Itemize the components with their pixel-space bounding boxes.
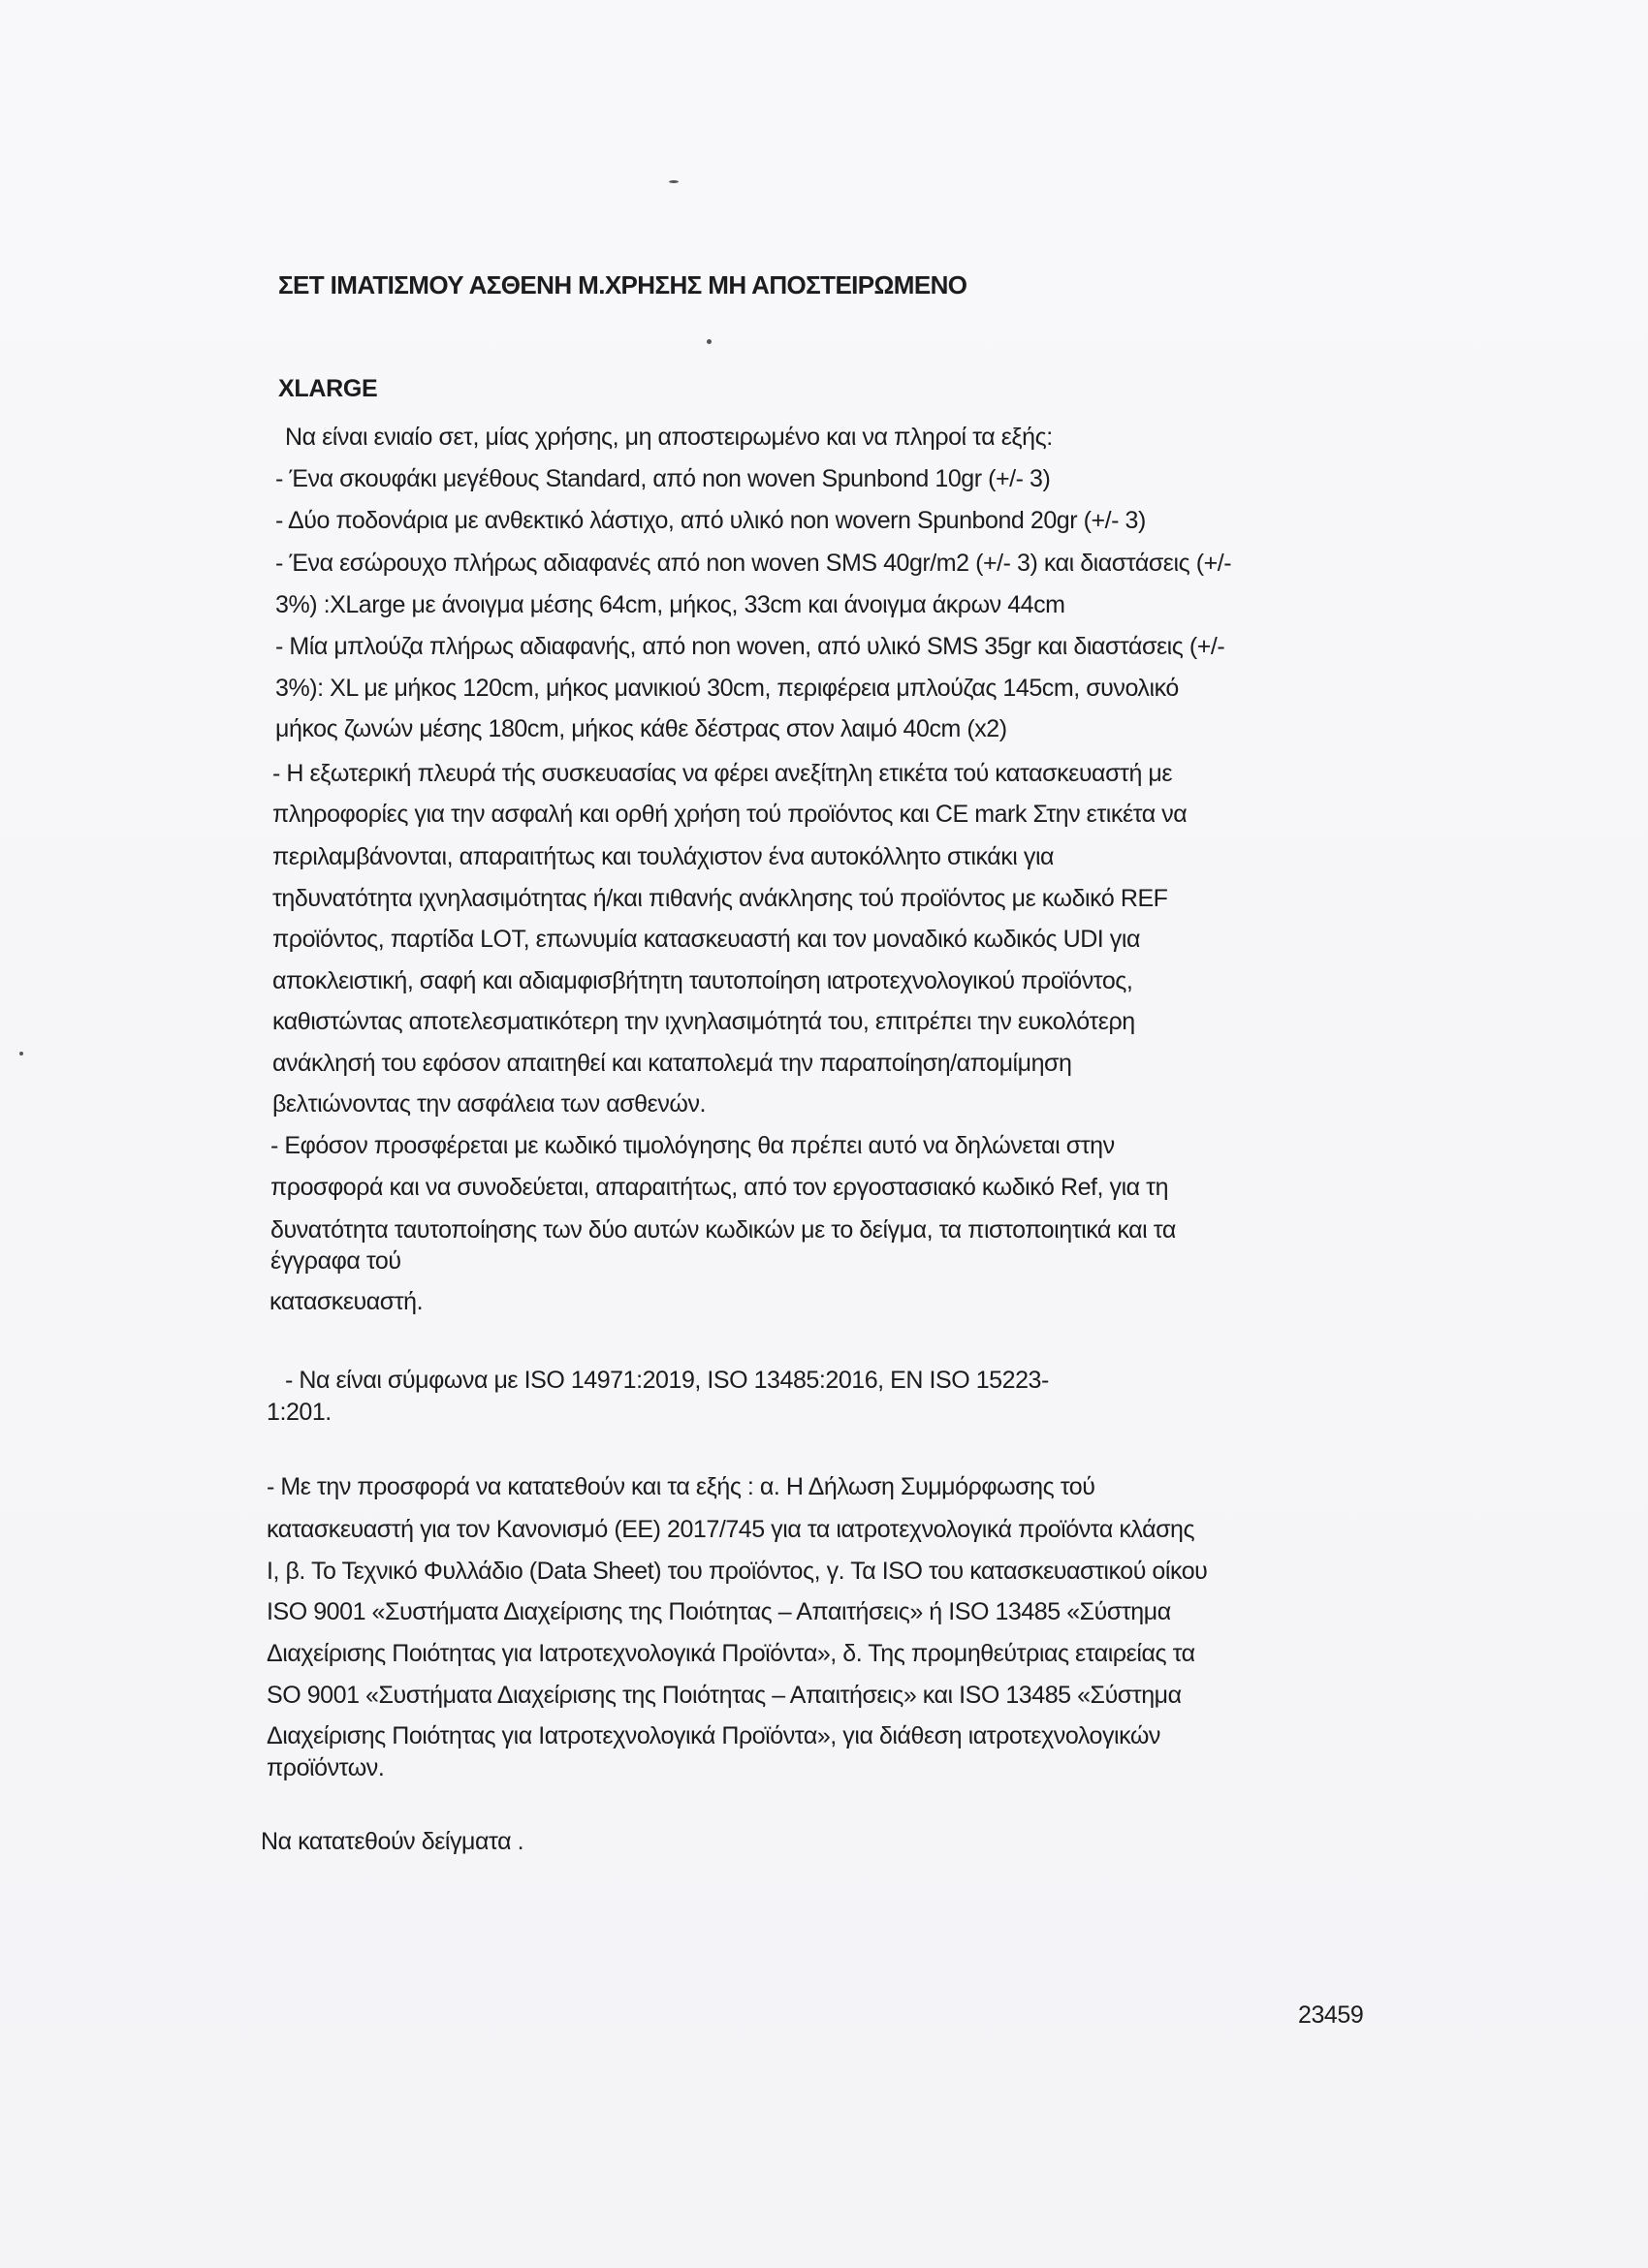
body-line: Να είναι ενιαίο σετ, μίας χρήσης, μη αποστειρωμένο και να πληροί τα εξής: (285, 424, 1053, 451)
body-line: καθιστώντας αποτελεσματικότερη την ιχνηλασιμότητά του, επιτρέπει την ευκολότερη (272, 1008, 1135, 1035)
body-line: I, β. Το Τεχνικό Φυλλάδιο (Data Sheet) του προϊόντος, γ. Τα ISO του κατασκευαστικού οίκου (267, 1558, 1208, 1585)
body-line: βελτιώνοντας την ασφάλεια των ασθενών. (272, 1090, 706, 1118)
body-line: τηδυνατότητα ιχνηλασιμότητας ή/και πιθανής ανάκλησης τού προϊόντος με κωδικό REF (272, 885, 1168, 912)
size-heading: XLARGE (278, 375, 378, 402)
body-line: 3%): XL με μήκος 120cm, μήκος μανικιού 30cm, περιφέρεια μπλούζας 145cm, συνολικό (275, 675, 1179, 702)
body-line: προϊόντων. (267, 1754, 385, 1781)
body-line: - Εφόσον προσφέρεται με κωδικό τιμολόγησης θα πρέπει αυτό να δηλώνεται στην (270, 1132, 1115, 1159)
body-line: - Με την προσφορά να κατατεθούν και τα εξής : α. Η Δήλωση Συμμόρφωσης τού (267, 1473, 1095, 1500)
body-line: πληροφορίες για την ασφαλή και ορθή χρήση τού προϊόντος και CE mark Στην ετικέτα να (272, 801, 1188, 828)
body-line: ISO 9001 «Συστήματα Διαχείρισης της Ποιότητας – Απαιτήσεις» ή ISO 13485 «Σύστημα (267, 1598, 1171, 1625)
body-line: 3%) :XLarge με άνοιγμα μέσης 64cm, μήκος, 33cm και άνοιγμα άκρων 44cm (275, 591, 1065, 618)
body-line: ανάκλησή του εφόσον απαιτηθεί και καταπολεμά την παραποίηση/απομίμηση (272, 1050, 1072, 1077)
body-line: προϊόντος, παρτίδα LOT, επωνυμία κατασκευαστή και τον μοναδικό κωδικός UDI για (272, 926, 1140, 953)
body-line: δυνατότητα ταυτοποίησης των δύο αυτών κωδικών με το δείγμα, τα πιστοποιητικά και τα (270, 1216, 1176, 1244)
scan-speck (669, 180, 679, 183)
body-line: - Ένα εσώρουχο πλήρως αδιαφανές από non woven SMS 40gr/m2 (+/- 3) και διαστάσεις (+/- (275, 550, 1232, 577)
body-line: - Να είναι σύμφωνα με ISO 14971:2019, ISO 13485:2016, EN ISO 15223- (285, 1367, 1049, 1394)
body-line: Διαχείρισης Ποιότητας για Ιατροτεχνολογικά Προϊόντα», για διάθεση ιατροτεχνολογικών (267, 1722, 1160, 1749)
body-line: Διαχείρισης Ποιότητας για Ιατροτεχνολογικά Προϊόντα», δ. Της προμηθεύτριας εταιρείας τα (267, 1640, 1195, 1667)
body-line: Να κατατεθούν δείγματα . (261, 1828, 524, 1855)
body-line: έγγραφα τού (270, 1247, 401, 1275)
body-line: αποκλειστική, σαφή και αδιαμφισβήτητη ταυτοποίηση ιατροτεχνολογικού προϊόντος, (272, 967, 1133, 994)
scan-speck (19, 1052, 23, 1055)
body-line: - Η εξωτερική πλευρά τής συσκευασίας να φέρει ανεξίτηλη ετικέτα τού κατασκευαστή με (272, 760, 1173, 787)
body-line: περιλαμβάνονται, απαραιτήτως και τουλάχιστον ένα αυτοκόλλητο στικάκι για (272, 843, 1055, 870)
body-line: 1:201. (267, 1399, 332, 1426)
body-line: μήκος ζωνών μέσης 180cm, μήκος κάθε δέστρας στον λαιμό 40cm (x2) (275, 715, 1007, 742)
body-line: - Δύο ποδονάρια με ανθεκτικό λάστιχο, από υλικό non wovern Spunbond 20gr (+/- 3) (275, 507, 1146, 534)
body-line: SO 9001 «Συστήματα Διαχείρισης της Ποιότητας – Απαιτήσεις» και ISO 13485 «Σύστημα (267, 1682, 1182, 1709)
scan-speck (707, 339, 712, 344)
body-line: - Ένα σκουφάκι μεγέθους Standard, από non woven Spunbond 10gr (+/- 3) (275, 465, 1051, 492)
body-line: κατασκευαστή για τον Κανονισμό (ΕΕ) 2017/745 για τα ιατροτεχνολογικά προϊόντα κλάσης (267, 1516, 1195, 1543)
body-line: - Μία μπλούζα πλήρως αδιαφανής, από non woven, από υλικό SMS 35gr και διαστάσεις (+/- (275, 633, 1225, 660)
body-line: κατασκευαστή. (269, 1288, 424, 1315)
page-code: 23459 (1298, 2001, 1364, 2029)
document-title: ΣΕΤ ΙΜΑΤΙΣΜΟΥ ΑΣΘΕΝΗ Μ.ΧΡΗΣΗΣ ΜΗ ΑΠΟΣΤΕΙΡΩΜΕΝΟ (278, 270, 967, 299)
body-line: προσφορά και να συνοδεύεται, απαραιτήτως, από τον εργοστασιακό κωδικό Ref, για τη (270, 1174, 1169, 1201)
